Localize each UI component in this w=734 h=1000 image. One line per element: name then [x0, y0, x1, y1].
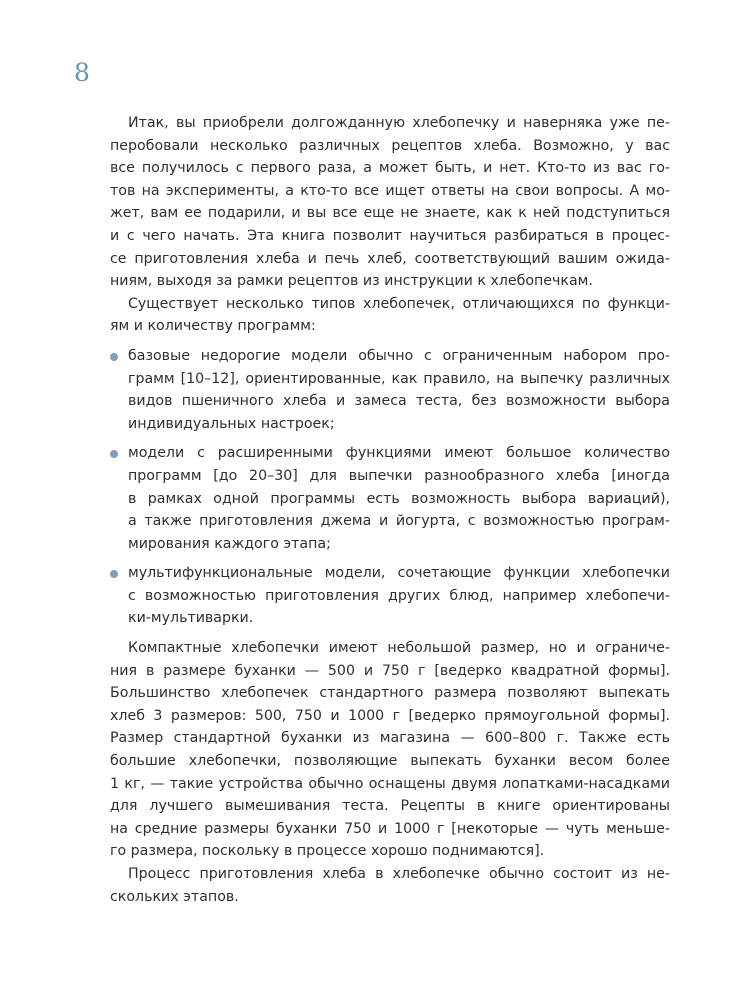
- text-line: жет, вам ее подарили, и вы все еще не знаете, как к ней подступиться: [110, 205, 670, 222]
- text-line: го размера, поскольку в процессе хорошо поднимаются].: [110, 843, 545, 860]
- text-line: на средние размеры буханки 750 и 1000 г [некоторые — чуть меньше-: [110, 820, 670, 837]
- text-line: Большинство хлебопечек стандартного размера позволяют выпекать: [110, 685, 670, 702]
- text-line: а также приготовления джема и йогурта, с возможностью програм-: [128, 513, 670, 530]
- list-item: [110, 442, 670, 555]
- text-line: скольких этапов.: [110, 888, 239, 905]
- body-text: [110, 112, 670, 908]
- text-line: ки-мультиварки.: [128, 610, 254, 627]
- text-line: все получилось с первого раза, а может быть, и нет. Кто-то из вас го-: [110, 160, 670, 177]
- text-line: 1 кг, — такие устройства обычно оснащены двумя лопатками-насадками: [110, 775, 670, 792]
- text-line: и с чего начать. Эта книга позволит научиться разбираться в процес-: [110, 227, 670, 244]
- list-item: [110, 562, 670, 630]
- text-line: грамм [10–12], ориентированные, как правило, на выпечку различных: [128, 370, 670, 387]
- text-line: Процесс приготовления хлеба в хлебопечке обычно состоит из не-: [128, 866, 670, 882]
- paragraph-process: [110, 863, 670, 908]
- text-line: для лучшего вымешивания теста. Рецепты в книге ориентированы: [110, 798, 670, 815]
- list-item: [110, 345, 670, 435]
- text-line: Размер стандартной буханки из магазина — 600–800 г. Также есть: [110, 730, 670, 747]
- text-line: индивидуальных настроек;: [128, 415, 335, 432]
- text-line: в рамках одной программы есть возможность выбора вариаций),: [128, 490, 670, 507]
- text-line: программ [до 20–30] для выпечки разнообразного хлеба [иногда: [128, 467, 670, 484]
- paragraph-sizes: [110, 637, 670, 863]
- text-line: хлеб 3 размеров: 500, 750 и 1000 г [ведерко прямоугольной формы].: [110, 707, 670, 724]
- text-line: Итак, вы приобрели долгожданную хлебопечку и наверняка уже пе-: [128, 115, 670, 131]
- paragraph-types: [110, 293, 670, 338]
- text-line: се приготовления хлеба и печь хлеб, соответствующий вашим ожида-: [110, 250, 670, 267]
- bullet-icon: [110, 570, 118, 578]
- text-line: Существует несколько типов хлебопечек, отличающихся по функци-: [128, 295, 670, 312]
- page-number: 8: [74, 58, 90, 87]
- bullet-icon: [110, 353, 118, 361]
- text-line: мирования каждого этапа;: [128, 535, 331, 552]
- text-line: с возможностью приготовления других блюд, например хлебопечи-: [128, 587, 670, 604]
- bullet-list: [110, 345, 670, 630]
- text-line: большие хлебопечки, позволяющие выпекать буханки весом более: [110, 753, 670, 770]
- text-line: мультифункциональные модели, сочетающие функции хлебопечки: [128, 565, 670, 582]
- text-line: перобовали несколько различных рецептов хлеба. Возможно, у вас: [110, 137, 670, 154]
- bullet-icon: [110, 450, 118, 458]
- text-line: ниям, выходя за рамки рецептов из инструкции к хлебопечкам.: [110, 273, 593, 290]
- text-line: модели с расширенными функциями имеют большое количество: [128, 445, 670, 462]
- paragraph-intro: [110, 112, 670, 293]
- text-line: тов на эксперименты, а кто-то все ищет ответы на свои вопросы. А мо-: [110, 182, 670, 199]
- text-line: видов пшеничного хлеба и замеса теста, без возможности выбора: [128, 393, 670, 410]
- text-line: Компактные хлебопечки имеют небольшой размер, но и ограниче-: [128, 640, 670, 657]
- text-line: базовые недорогие модели обычно с ограниченным набором про-: [128, 347, 670, 364]
- text-line: ния в размере буханки — 500 и 750 г [ведерко квадратной формы].: [110, 662, 670, 679]
- text-line: ям и количеству программ:: [110, 318, 316, 335]
